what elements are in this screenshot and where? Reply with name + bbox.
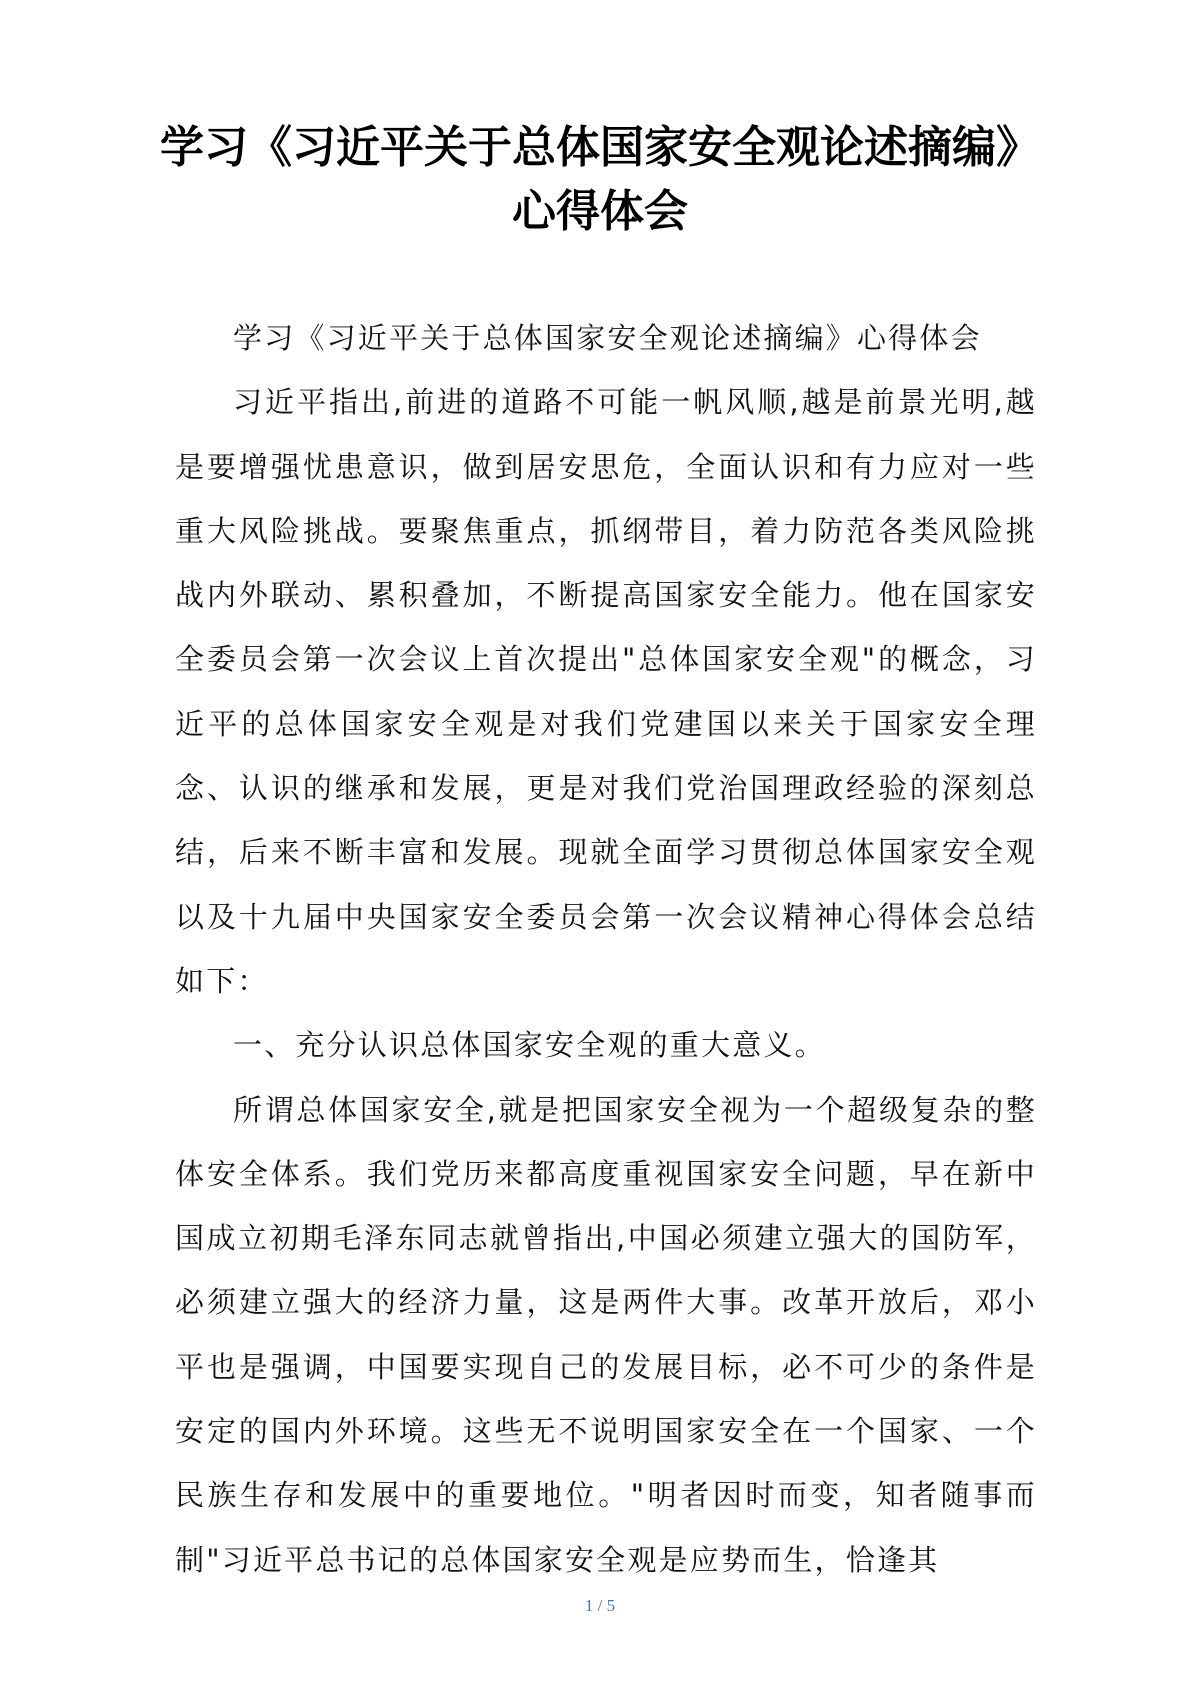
section-heading: 一、充分认识总体国家安全观的重大意义。 [233,1028,826,1063]
document-title-line-2: 心得体会 [512,186,688,237]
page-number: 1 / 5 [584,1596,616,1615]
body-paragraph-subtitle: 学习《习近平关于总体国家安全观论述摘编》心得体会 [233,321,982,355]
document-title-line-1: 学习《习近平关于总体国家安全观论述摘编》 [160,122,1040,173]
body-paragraph: 习近平指出,前进的道路不可能一帆风顺,越是前景光明,越是要增强忧患意识，做到居安思危，全面认识和有力应对一些重大风险挑战。要聚焦重点，抓纲带目，着力防范各类风险挑战内外联动、累积叠加，不断提高国家安全能力。他在国家安全委员会第一次会议上首次提出"总体国家安全观"的概念，习近平的总体国家安全观是对我们党建国以来关于国家安全理念、认识的继承和发展，更是对我们党治国理政经验的深刻总结，后来不断丰富和发展。现就全面学习贯彻总体国家安全观以及十九届中央国家安全委员会第一次会议精神心得体会总结如下： [175,385,1037,998]
body-paragraph: 所谓总体国家安全,就是把国家安全视为一个超级复杂的整体安全体系。我们党历来都高度重视国家安全问题，早在新中国成立初期毛泽东同志就曾指出,中国必须建立强大的国防军，必须建立强大的经济力量，这是两件大事。改革开放后，邓小平也是强调，中国要实现自己的发展目标，必不可少的条件是安定的国内外环境。这些无不说明国家安全在一个国家、一个民族生存和发展中的重要地位。"明者因时而变，知者随事而制"习近平总书记的总体国家安全观是应势而生，恰逢其 [175,1092,1037,1577]
document-body [175,306,1037,1592]
